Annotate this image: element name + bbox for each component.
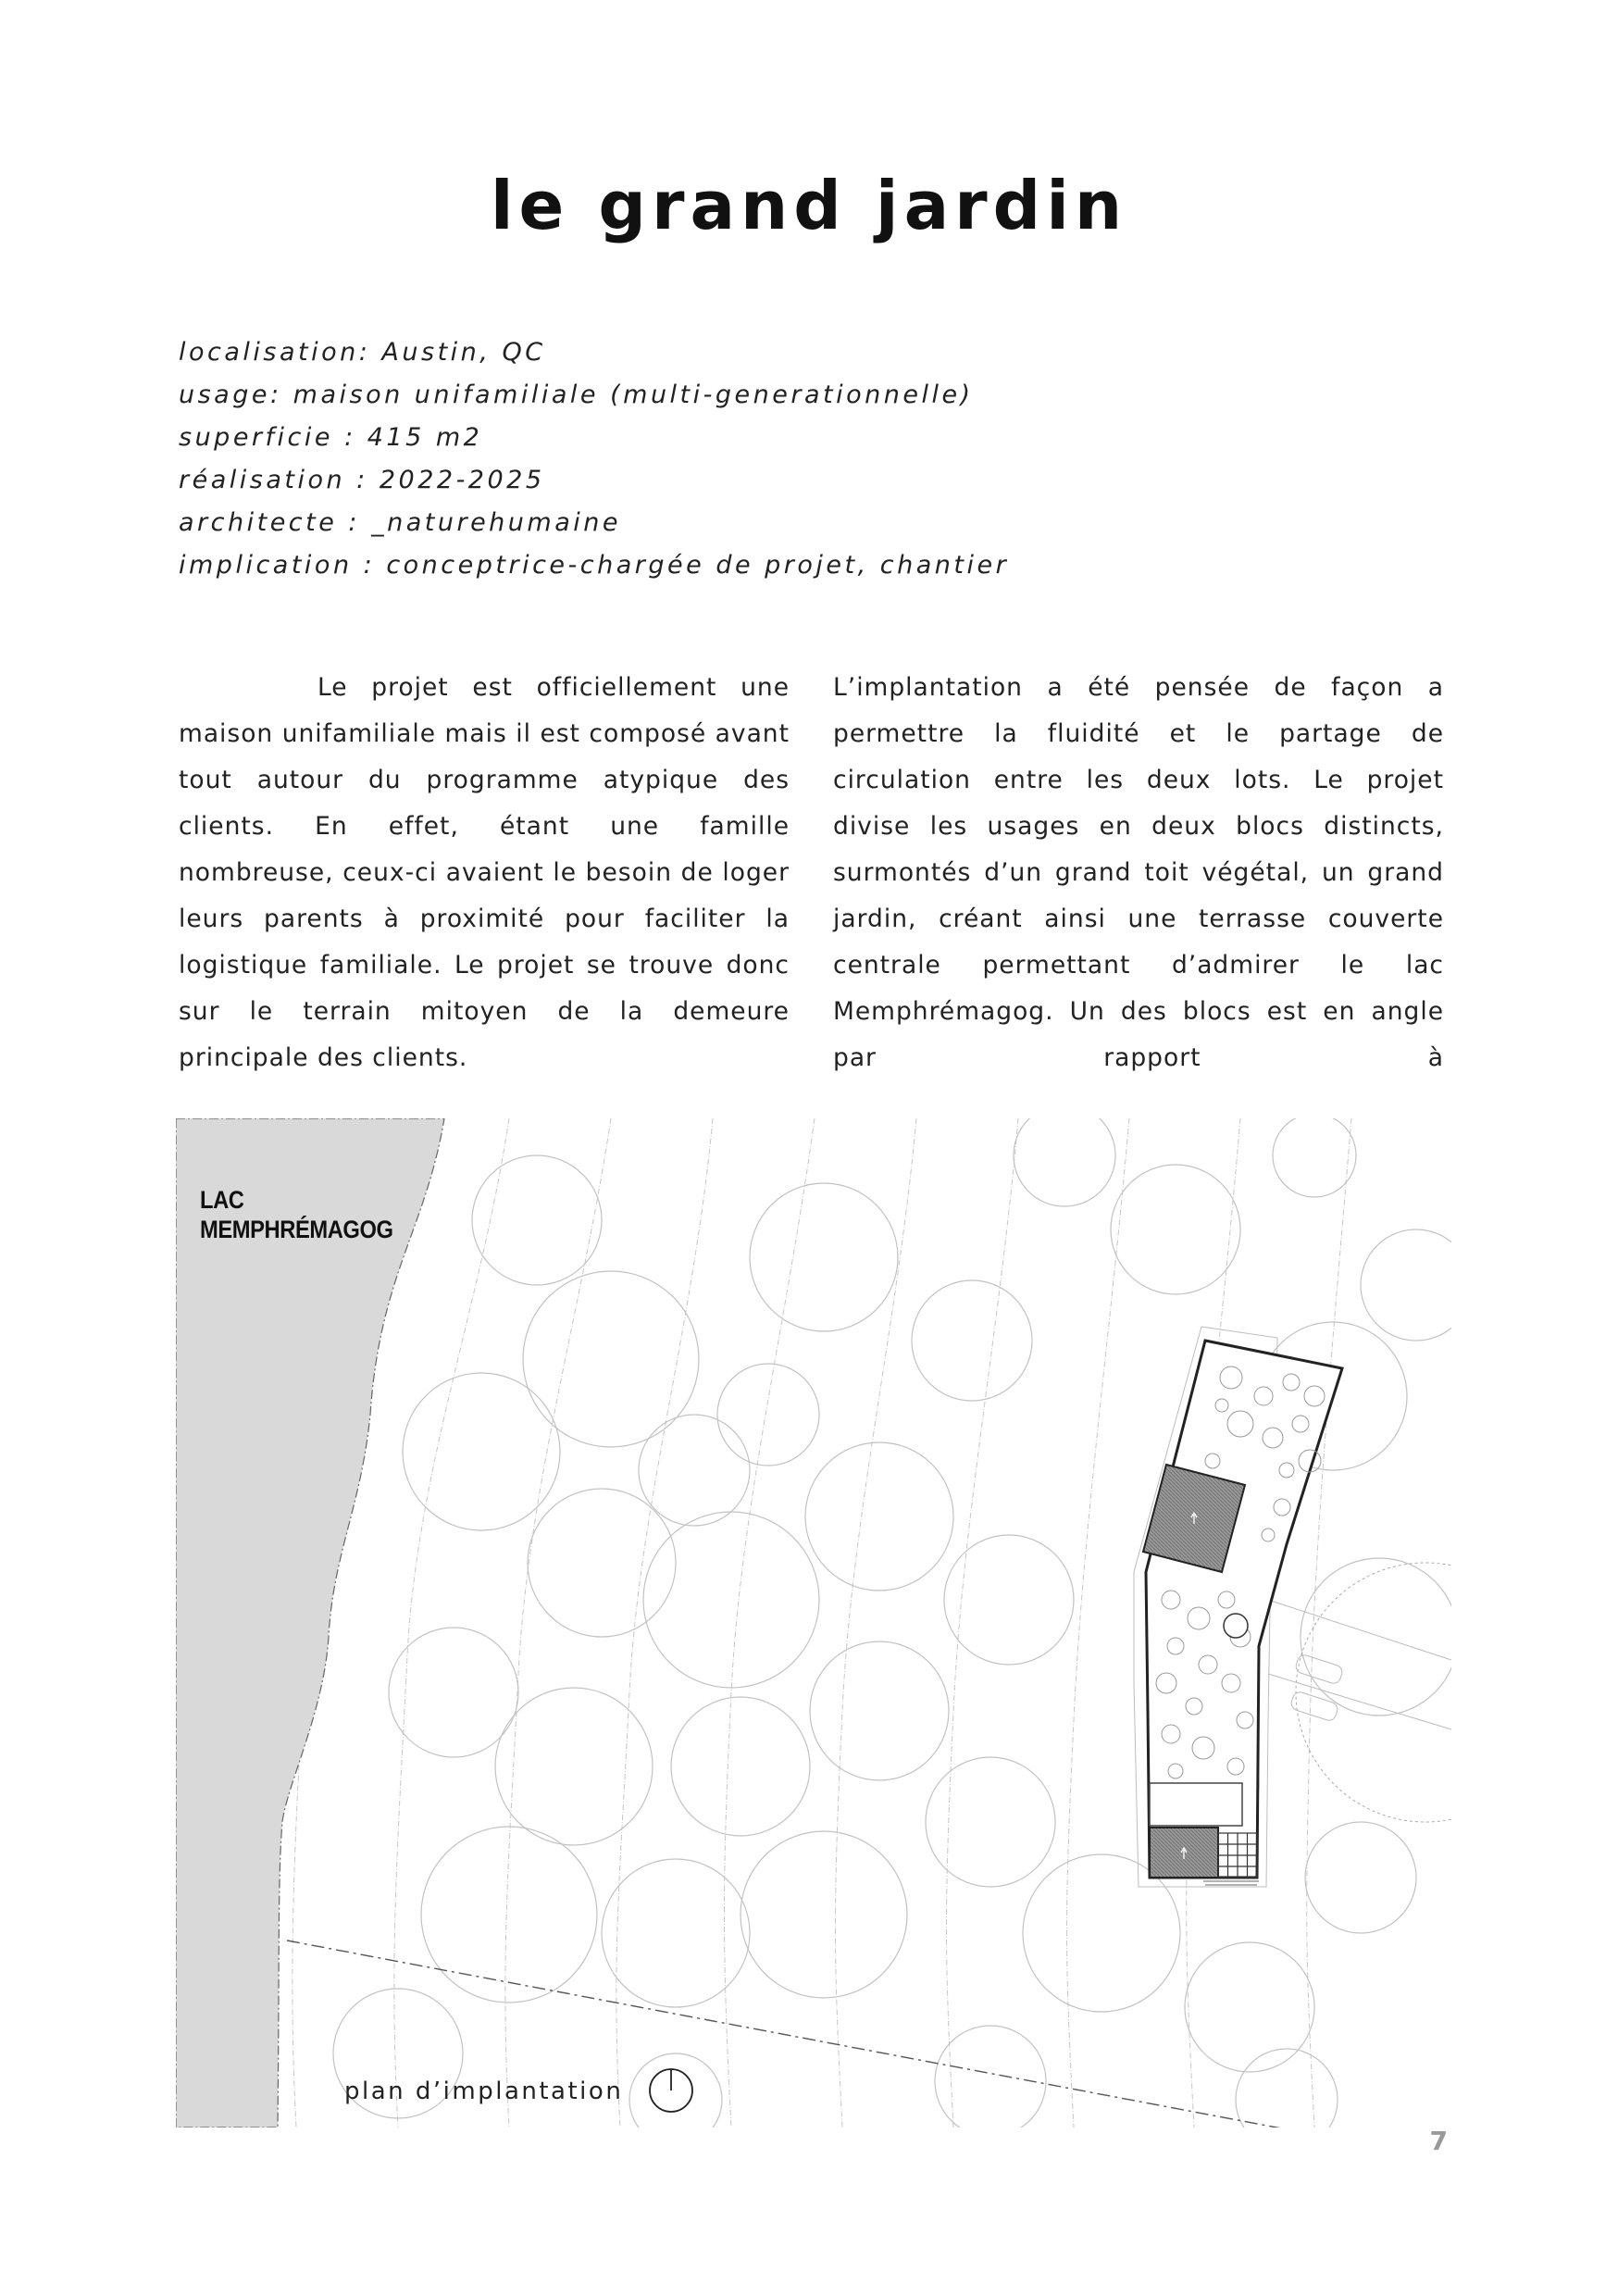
info-architect: architecte : _naturehumaine (179, 508, 621, 537)
building-footprint (1134, 1327, 1342, 1887)
roof-opening (1224, 1614, 1248, 1638)
info-usage: usage: maison unifamiliale (multi-generationnelle) (179, 381, 974, 409)
body-paragraph-left: Le projet est officiellement une maison unifamiliale mais il est composé avant tout autour du programme atypique des clients. En effet, étant une famille nombreuse, ceux-ci avaient le besoin de loger leurs parents à proximité pour faciliter la logistique familiale. Le projet se trouve donc sur le terrain mitoyen de la demeure principale des clients. (179, 673, 790, 1072)
tree-canopies (333, 1104, 1472, 2151)
terrace-deck (1150, 1783, 1242, 1826)
plan-caption: plan d’implantation (344, 2078, 624, 2105)
body-column-left (179, 665, 790, 1081)
info-involvement: implication : conceptrice-chargée de projet, chantier (179, 551, 1010, 580)
page-title: le grand jardin (490, 167, 1128, 244)
info-completion: réalisation : 2022-2025 (179, 466, 545, 494)
info-area: superficie : 415 m2 (179, 423, 483, 452)
project-info (179, 331, 1475, 587)
parking-spots (1289, 1653, 1344, 1722)
lake (176, 1118, 444, 2128)
site-plan (176, 1118, 1451, 2128)
lake-label-line1: LAC (200, 1186, 244, 1214)
entry-steps (1203, 1881, 1259, 1885)
site-circle (1296, 1563, 1555, 1822)
lake-label (200, 1185, 393, 1244)
body-paragraph-right: L’implantation a été pensée de façon a permettre la fluidité et le partage de circulation entre les deux lots. Le projet divise les usages en deux blocs distincts, surmontés d’un grand toit végétal, un grand jardin, créant ainsi une terrasse couverte centrale permettant d’admirer le lac Memphrémagog. Un des blocs est en angle par rapport à (833, 673, 1444, 1072)
page-number: 7 (1429, 2126, 1448, 2156)
info-location: localisation: Austin, QC (179, 338, 546, 367)
lake-label-line2: MEMPHRÉMAGOG (200, 1216, 393, 1243)
north-arrow (650, 2069, 692, 2112)
body-column-right (833, 665, 1444, 1072)
site-plan-drawing (176, 1118, 1451, 2128)
